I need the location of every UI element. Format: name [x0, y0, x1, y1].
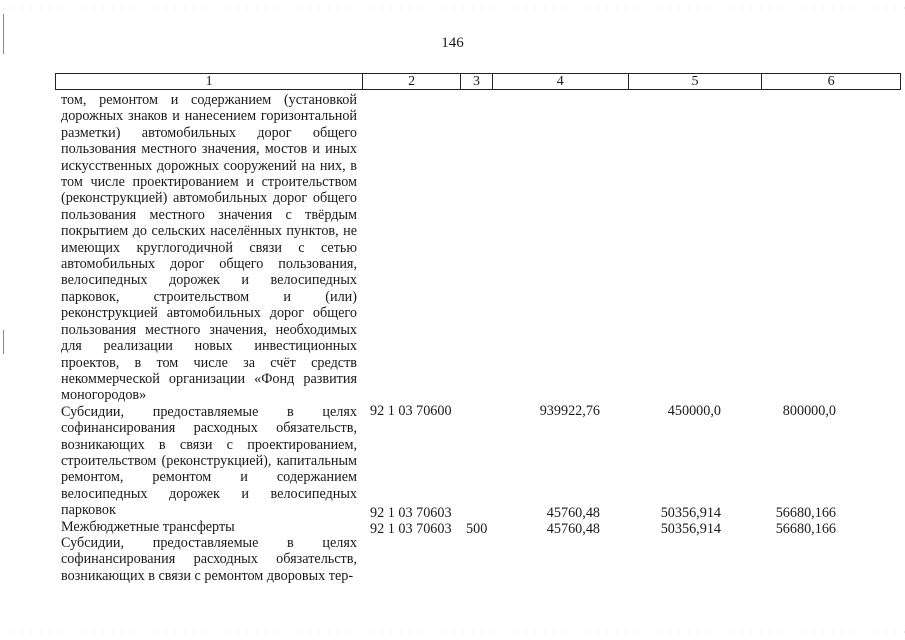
entry-text-bicycle-subsidy: Субсидии, предоставляемые в целях софинансирования расходных обязательств, возникающих в связи с проектированием, строительством (реконструкцией), капитальным ремонтом, ремонтом и содержанием велосипедных дорожек и велосипедных парковок [61, 403, 357, 519]
table-cell-col4: 939922,76 [539, 403, 600, 419]
table-cell-col5: 50356,914 [660, 521, 721, 537]
scan-noise-top [0, 6, 905, 10]
column-header-4: 4 [493, 74, 629, 89]
table-cell-expense-type: 500 [466, 521, 488, 537]
scan-noise-bottom [0, 630, 905, 634]
table-text-column [61, 92, 357, 584]
column-header-3: 3 [461, 74, 493, 89]
entry-text-interbudget-transfers: Межбюджетные трансферты [61, 518, 235, 535]
column-header-1: 1 [56, 74, 363, 89]
table-header-row [55, 73, 901, 90]
table-cell-col6: 56680,166 [775, 521, 836, 537]
table-cell-col4: 45760,48 [546, 505, 600, 521]
table-cell-col6: 56680,166 [775, 505, 836, 521]
page-number: 146 [441, 35, 464, 51]
scan-margin-mark [3, 330, 4, 354]
column-header-6: 6 [827, 74, 835, 89]
table-cell-col4: 45760,48 [546, 521, 600, 537]
table-cell-col5: 50356,914 [660, 505, 721, 521]
table-cell-col5: 450000,0 [667, 403, 721, 419]
table-cell-code: 92 1 03 70600 [370, 403, 452, 419]
table-cell-code: 92 1 03 70603 [370, 505, 452, 521]
table-cell-col6: 800000,0 [782, 403, 836, 419]
table-cell-code: 92 1 03 70603 [370, 521, 452, 537]
entry-text-road-subsidy: том, ремонтом и содержанием (установкой дорожных знаков и нанесением горизонтальной разметки) автомобильных дорог общего пользования местного значения, мостов и иных искусственных дорожных сооружений на них, в том числе проектированием и строительством (реконструкцией) автомобильных дорог общего пользования местного значения с твёрдым покрытием до сельских населённых пунктов, не имеющих круглогодичной связи с сетью автомобильных дорог общего пользования, велосипедных дорожек и велосипедных парковок, строительством и (или) реконструкцией автомобильных дорог общего пользования местного значения, необходимых для реализации новых инвестиционных проектов, в том числе за счёт средств некоммерческой организации «Фонд развития моногородов» [61, 92, 357, 404]
column-header-5: 5 [629, 74, 763, 89]
entry-text-yard-subsidy: Субсидии, предоставляемые в целях софинансирования расходных обязательств, возникающих в связи с ремонтом дворовых тер- [61, 534, 357, 584]
column-header-2: 2 [363, 74, 461, 89]
